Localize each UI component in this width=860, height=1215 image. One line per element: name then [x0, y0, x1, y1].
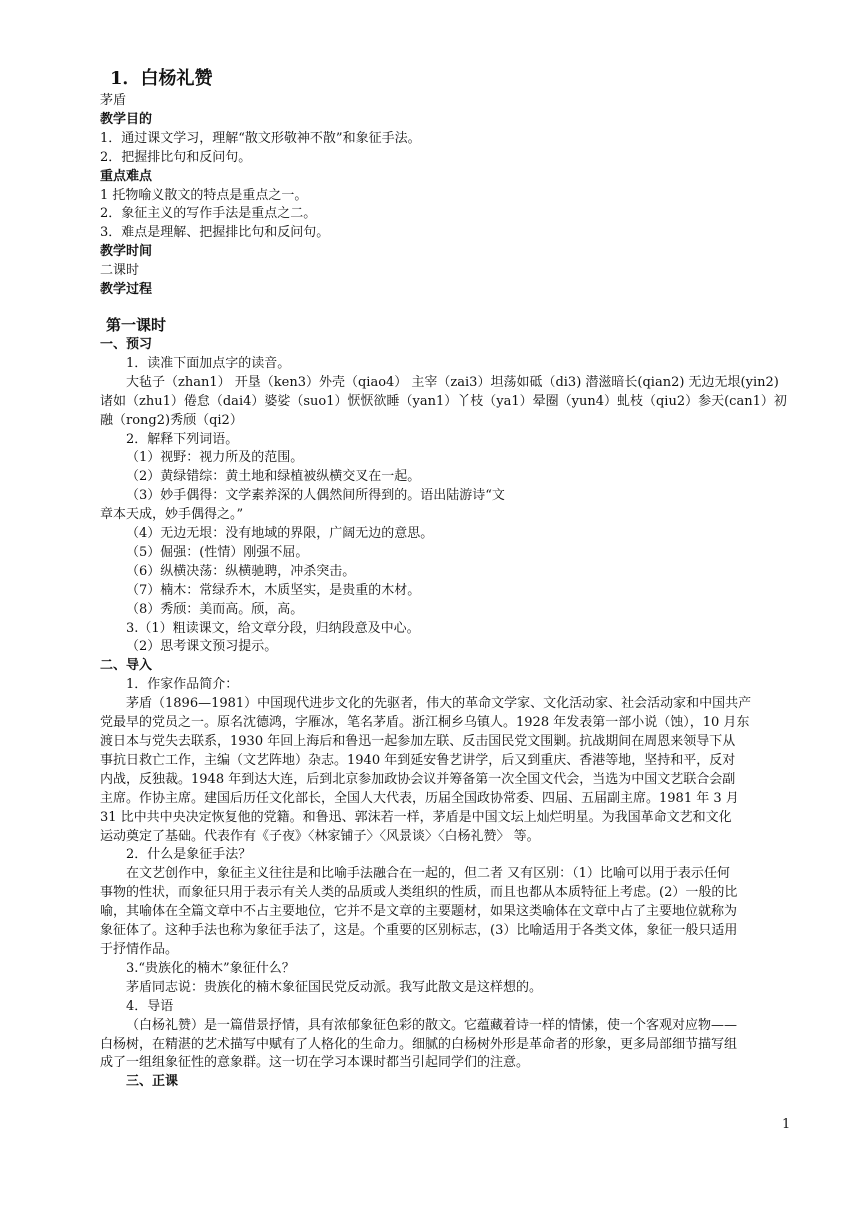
- intro-line: 运动奠定了基础。代表作有《子夜》〈林家铺子〉〈风景谈〉〈白杨礼赞〉 等。: [100, 828, 540, 844]
- section-heading-main: 三、正课: [126, 1074, 179, 1090]
- symbol-line: 于抒情作品。: [100, 941, 179, 957]
- symbol-line: 喻，其喻体在全篇文章中不占主要地位，它并不是文章的主要题材，如果这类喻体在文章中占了主要地位就称为: [100, 904, 738, 920]
- intro-heading: 1．作家作品简介：: [126, 677, 239, 693]
- pronunciation-line: 大毡子（zhan1） 开垦（ken3）外壳（qiao4） 主宰（zai3）坦荡如砥（di3) 潜滋暗长(qian2) 无边无垠(yin2): [126, 374, 779, 390]
- lead-line: 成了一组组象征性的意象群。这一切在学习本课时都当引起同学们的注意。: [100, 1055, 530, 1071]
- key-item: 1 托物喻义散文的特点是重点之一。: [100, 187, 308, 203]
- question-3: 3.（1）粗读课文，给文章分段，归纳段意及中心。: [126, 620, 420, 636]
- word-item: （4）无边无垠：没有地域的界限，广阔无边的意思。: [126, 526, 434, 542]
- lesson-heading: 第一课时: [106, 315, 167, 334]
- symbol-line: 象征体了。这种手法也称为象征手法了，这是。个重要的区别标志，(3）比喻适用于各类文体，象征一般只适用: [100, 923, 738, 939]
- document-title: 1．白杨礼赞: [110, 68, 213, 89]
- question-2: 2．解释下列词语。: [126, 431, 239, 447]
- heading-time: 教学时间: [100, 244, 153, 260]
- lead-heading: 4．导语: [126, 998, 174, 1014]
- symbol-heading: 2．什么是象征手法？: [126, 847, 252, 863]
- key-item: 3．难点是理解、把握排比句和反问句。: [100, 225, 330, 241]
- section-heading-intro: 二、导入: [100, 658, 153, 674]
- time-text: 二课时: [100, 263, 140, 279]
- pronunciation-line: 融（rong2)秀颀（qi2）: [100, 412, 243, 428]
- word-item: （2）黄绿错综：黄土地和绿植被纵横交叉在一起。: [126, 469, 421, 485]
- lead-line: （白杨礼赞）是一篇借景抒情，具有浓郁象征色彩的散文。它蕴藏着诗一样的情愫，使一个客观对应物——: [126, 1017, 738, 1033]
- nanmu-heading: 3.“贵族化的楠木”象征什么？: [126, 960, 295, 976]
- intro-line: 渡日本与党失去联系，1930 年回上海后和鲁迅一起参加左联、反击国民党文围剿。抗战期间在周恩来领导下从: [100, 734, 736, 749]
- intro-line: 茅盾（1896—1981）中国现代进步文化的先驱者，伟大的革命文学家、文化活动家、社会活动家和中国共产: [126, 696, 752, 712]
- symbol-line: 在文艺创作中，象征主义往往是和比喻手法融合在一起的，但二者 又有区别：（1）比喻可以用于表示任何: [126, 866, 730, 882]
- question-3b: （2）思考课文预习提示。: [126, 639, 278, 655]
- lead-line: 白杨树，在精湛的艺术描写中赋有了人格化的生命力。细腻的白杨树外形是革命者的形象，更多局部细节描写组: [100, 1036, 738, 1052]
- word-item: （8）秀颀：美而高。颀，高。: [126, 601, 304, 617]
- intro-line: 党最早的党员之一。原名沈德鸿，字雁冰，笔名茅盾。浙江桐乡乌镇人。1928 年发表第一部小说（蚀），10 月东: [100, 715, 750, 731]
- intro-line: 事抗日救亡工作，主编（文艺阵地）杂志。1940 年到延安鲁艺讲学，后又到重庆、香港等地，坚持和平，反对: [100, 752, 736, 768]
- heading-goal: 教学目的: [100, 111, 153, 127]
- word-item: （1）视野：视力所及的范围。: [126, 450, 304, 466]
- question-1: 1．读准下面加点字的读音。: [126, 355, 291, 371]
- section-heading-preview: 一、预习: [100, 336, 153, 352]
- word-item: 章本天成，妙手偶得之。”: [100, 507, 244, 523]
- word-item: （6）纵横决荡：纵横驰聘，冲杀突击。: [126, 563, 356, 579]
- intro-line: 主席。作协主席。建国后历任文化部长，全国人大代表，历届全国政协常委、四届、五届副主席。1981 年 3 月: [100, 790, 739, 806]
- document-body: [100, 66, 790, 1092]
- intro-line: 内战，反独裁。1948 年到达大连，后到北京参加政协会议并筹备第一次全国文代会，当选为中国文艺联合会副: [100, 771, 736, 787]
- pronunciation-line: 诸如（zhu1）倦怠（dai4）婆娑（suo1）恹恹欲睡（yan1）丫枝（ya1）晕圈（yun4）虬枝（qiu2）参天(can1）初: [100, 393, 787, 409]
- word-item: （5）倔强：(性情）刚强不屈。: [126, 544, 309, 560]
- word-item: （7）楠木：常绿乔木，木质坚实，是贵重的木材。: [126, 582, 421, 598]
- author: 茅盾: [100, 93, 127, 108]
- goal-item: 1．通过课文学习，理解“散文形敬神不散”和象征手法。: [100, 130, 421, 146]
- heading-key-points: 重点难点: [100, 168, 153, 184]
- symbol-line: 事物的性状，而象征只用于表示有关人类的品质或人类组织的性质，而且也都从本质特征上考虑。(2）一般的比: [100, 885, 738, 901]
- page-number: 1: [782, 1117, 791, 1132]
- heading-process: 教学过程: [100, 282, 153, 298]
- goal-item: 2．把握排比句和反问句。: [100, 149, 252, 165]
- word-item: （3）妙手偶得：文学素养深的人偶然间所得到的。语出陆游诗“文: [126, 488, 505, 504]
- key-item: 2．象征主义的写作手法是重点之二。: [100, 206, 317, 222]
- intro-line: 31 比中共中央决定恢复他的党籍。和鲁迅、郭沫若一样，茅盾是中国文坛上灿烂明星。为我国革命文艺和文化: [100, 809, 732, 825]
- nanmu-text: 茅盾同志说：贵族化的楠木象征国民党反动派。我写此散文是这样想的。: [126, 979, 543, 995]
